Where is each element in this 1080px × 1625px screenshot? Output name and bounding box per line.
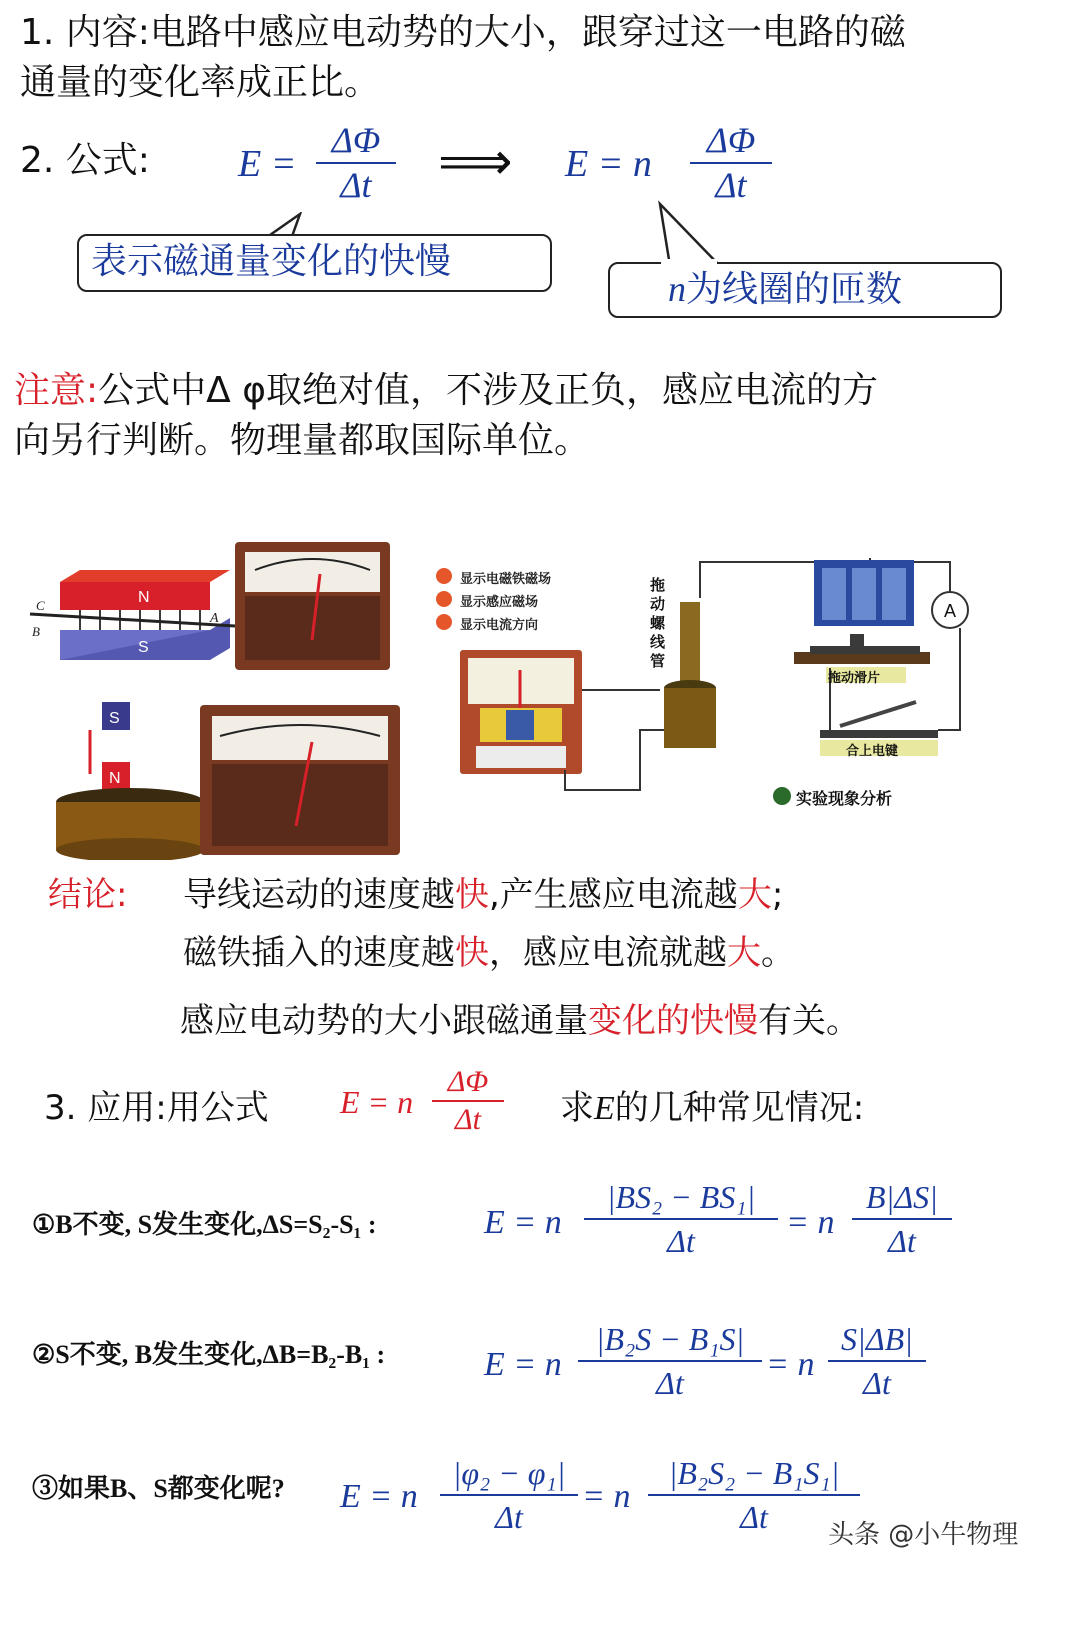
conclusion-1c: ,产生感应电流越 [489, 875, 738, 915]
conclusion-2e: 。 [761, 933, 795, 973]
bar-magnet-s-label: S [109, 710, 120, 727]
case3-numerator-1: |φ₂ − φ₁| [452, 1455, 566, 1491]
case2-label: ②S不变, B发生变化,ΔB=B₂-B₁ : [32, 1340, 386, 1369]
case3-denominator-1: Δt [495, 1499, 523, 1535]
case3-label: ③如果B、S都变化呢? [32, 1474, 285, 1503]
application-formula-fraction [432, 1064, 504, 1138]
close-switch-label[interactable]: 合上电键 [846, 744, 899, 759]
case1-mid: = n [786, 1204, 835, 1241]
formula2-numerator: ΔΦ [706, 120, 756, 160]
conclusion-line-1 [183, 870, 783, 920]
case1-fraction-1 [584, 1176, 778, 1262]
callout2-variable: n [668, 269, 686, 309]
galvanometer-1 [235, 542, 390, 670]
conclusion-line-2 [183, 928, 795, 978]
callout2-text: 为线圈的匝数 [686, 269, 903, 310]
legend-dot-1 [436, 568, 452, 584]
bar-magnet-coil [56, 702, 204, 860]
bar-magnet-n-label: N [109, 770, 121, 787]
galvanometer-2 [200, 705, 400, 855]
case1-label: ①B不变, S发生变化,ΔS=S₂-S₁ : [32, 1210, 377, 1239]
conclusion-1d: 大 [737, 875, 772, 915]
application-suffix-a: 求 [560, 1088, 594, 1128]
legend-dot-3 [436, 614, 452, 630]
application-denominator: Δt [455, 1103, 481, 1136]
case3-mid: = n [582, 1478, 631, 1515]
formula2-denominator: Δt [715, 165, 747, 205]
case2-numerator-2: S|ΔB| [841, 1321, 913, 1357]
case2-lhs: E = n [484, 1346, 562, 1383]
application-label: 3. 应用:用公式 [44, 1088, 269, 1128]
conclusion-3b: 变化的快慢 [588, 1001, 758, 1041]
case2-fraction-2 [828, 1318, 926, 1404]
conclusion-3a: 感应电动势的大小跟磁通量 [180, 1001, 588, 1041]
formula2-fraction [690, 118, 772, 206]
content-line-1: 1. 内容:电路中感应电动势的大小，跟穿过这一电路的磁 [20, 12, 906, 53]
conclusion-label: 结论: [48, 875, 128, 915]
magnet-s-label: S [138, 639, 149, 656]
case3-numerator-2: |B₂S₂ − B₁S₁| [668, 1455, 840, 1491]
case1-numerator-2: B|ΔS| [866, 1179, 938, 1215]
analysis-button-icon[interactable] [773, 787, 791, 805]
note-label: 注意: [14, 370, 99, 411]
case2-denominator-2: Δt [863, 1365, 891, 1401]
ammeter-label: A [944, 601, 957, 621]
application-suffix-b: 的几种常见情况: [614, 1088, 865, 1128]
conclusion-1b: 快 [455, 875, 489, 915]
note-text-1: 公式中Δ φ取绝对值，不涉及正负，感应电流的方 [98, 370, 878, 411]
case1-numerator-1: |BS₂ − BS₁| [606, 1179, 756, 1215]
formula1-lhs: E = [238, 143, 297, 185]
case2-denominator-1: Δt [656, 1365, 684, 1401]
drag-slider-label[interactable]: 拖动滑片 [828, 671, 881, 686]
case1-denominator-2: Δt [888, 1223, 916, 1259]
horseshoe-magnet [30, 570, 235, 660]
wire-label-b: B [32, 624, 40, 639]
drag-solenoid-label: 拖动螺线管 [650, 576, 666, 670]
legend-item-3: 显示电流方向 [460, 618, 539, 633]
conclusion-3c: 有关。 [758, 1001, 860, 1041]
note-line-2: 向另行判断。物理量都取国际单位。 [14, 420, 591, 461]
magnet-n-label: N [138, 589, 150, 606]
case2-numerator-1: |B₂S − B₁S| [595, 1321, 745, 1357]
case2-fraction-1 [578, 1318, 762, 1404]
wire-label-c: C [36, 598, 45, 613]
legend-item-2: 显示感应磁场 [460, 595, 539, 610]
application-suffix-var: E [594, 1090, 615, 1127]
formula-section-label: 2. 公式: [20, 140, 150, 181]
formula1-numerator: ΔΦ [331, 120, 381, 160]
wire-label-a: A [210, 611, 219, 626]
content-line-2: 通量的变化率成正比。 [20, 62, 381, 103]
legend-dot-2 [436, 591, 452, 607]
conclusion-1a: 导线运动的速度越 [183, 875, 455, 915]
application-formula-lhs: E = n [340, 1084, 414, 1120]
legend-item-1: 显示电磁铁磁场 [460, 572, 552, 587]
conclusion-2d: 大 [727, 933, 761, 973]
case3-lhs: E = n [340, 1478, 418, 1515]
case3-denominator-2: Δt [740, 1499, 768, 1535]
conclusion-1e: ; [771, 875, 784, 915]
formula1-fraction [316, 118, 396, 206]
application-suffix [560, 1083, 864, 1134]
callout1-label: 表示磁通量变化的快慢 [91, 241, 452, 282]
rheostat [794, 634, 930, 664]
analysis-label[interactable]: 实验现象分析 [796, 789, 893, 808]
conclusion-2b: 快 [455, 933, 489, 973]
experiment-illustration [20, 530, 1040, 860]
case1-fraction-2 [852, 1176, 952, 1262]
implies-arrow-icon: ⟹ [438, 132, 513, 192]
battery [814, 560, 914, 626]
galvanometer-3 [460, 650, 582, 774]
case2-mid: = n [766, 1346, 815, 1383]
conclusion-line-3 [180, 996, 860, 1046]
case3-fraction-1 [440, 1452, 578, 1538]
case1-lhs: E = n [484, 1204, 562, 1241]
coil-large [664, 688, 716, 748]
watermark: 头条 @小牛物理 [828, 1520, 1019, 1550]
callout2-label [668, 266, 902, 313]
conclusion-2a: 磁铁插入的速度越 [183, 933, 455, 973]
formula2-lhs: E = n [565, 143, 652, 185]
application-numerator: ΔΦ [447, 1065, 489, 1098]
case1-denominator-1: Δt [667, 1223, 695, 1259]
note-line-1 [14, 366, 878, 416]
conclusion-2c: ，感应电流就越 [489, 933, 727, 973]
formula1-denominator: Δt [340, 165, 372, 205]
